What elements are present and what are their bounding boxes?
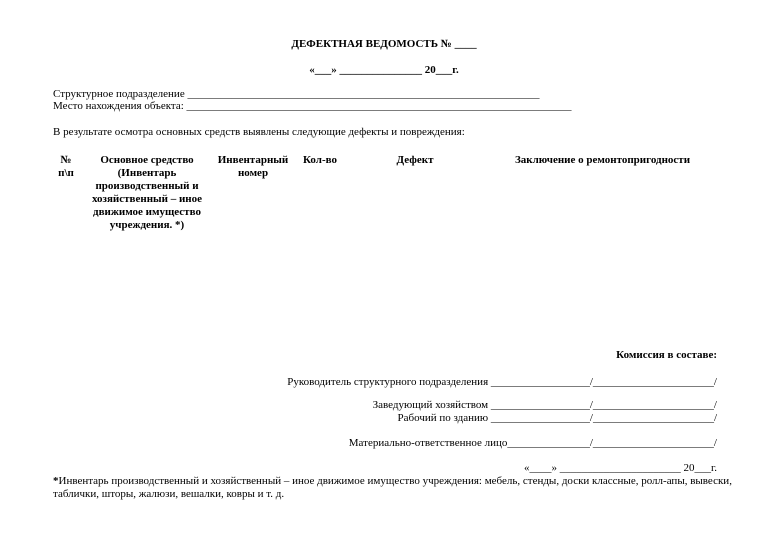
col-number-header: № п\п (58, 154, 74, 179)
signature-line-supply-manager: Заведующий хозяйством __________________/______________________/ (372, 399, 717, 411)
col-asset-header: Основное средство (Инвентарь производственный и хозяйственный – иное движимое имущество учреждения. *) (91, 154, 203, 231)
col-defect-header: Дефект (396, 154, 434, 166)
signature-line-responsible-person: Материально-ответственное лицо_______________/______________________/ (348, 437, 717, 449)
intro-text: В результате осмотра основных средств выявлены следующие дефекты и повреждения: (53, 126, 465, 138)
footnote-mark: * (53, 475, 59, 487)
col-repairability-header: Заключение о ремонтопригодности (514, 154, 691, 166)
col-inventory-header: Инвентарный номер (217, 154, 289, 179)
signature-line-head: Руководитель структурного подразделения __________________/______________________/ (287, 376, 717, 388)
commission-title: Комиссия в составе: (616, 349, 717, 361)
footnote-text: Инвентарь производственный и хозяйственный – иное движимое имущество учреждения: мебель, стенды, доски классные, ролл-апы, вывески, таблички, шторы, жалюзи, вешалки, ковры и т. д. (53, 475, 732, 500)
location-field: Место нахождения объекта: ______________________________________________________________________ (53, 100, 572, 112)
footnote (53, 475, 743, 501)
signature-line-building-worker: Рабочий по зданию __________________/______________________/ (397, 412, 717, 424)
subdivision-field: Структурное подразделение ________________________________________________________________ (53, 88, 540, 100)
document-title: ДЕФЕКТНАЯ ВЕДОМОСТЬ № ____ (291, 38, 477, 50)
col-quantity-header: Кол-во (303, 154, 337, 166)
commission-date-line: «____» ______________________ 20___г. (523, 462, 717, 474)
document-date-line: «___» _______________ 20___г. (309, 64, 459, 76)
